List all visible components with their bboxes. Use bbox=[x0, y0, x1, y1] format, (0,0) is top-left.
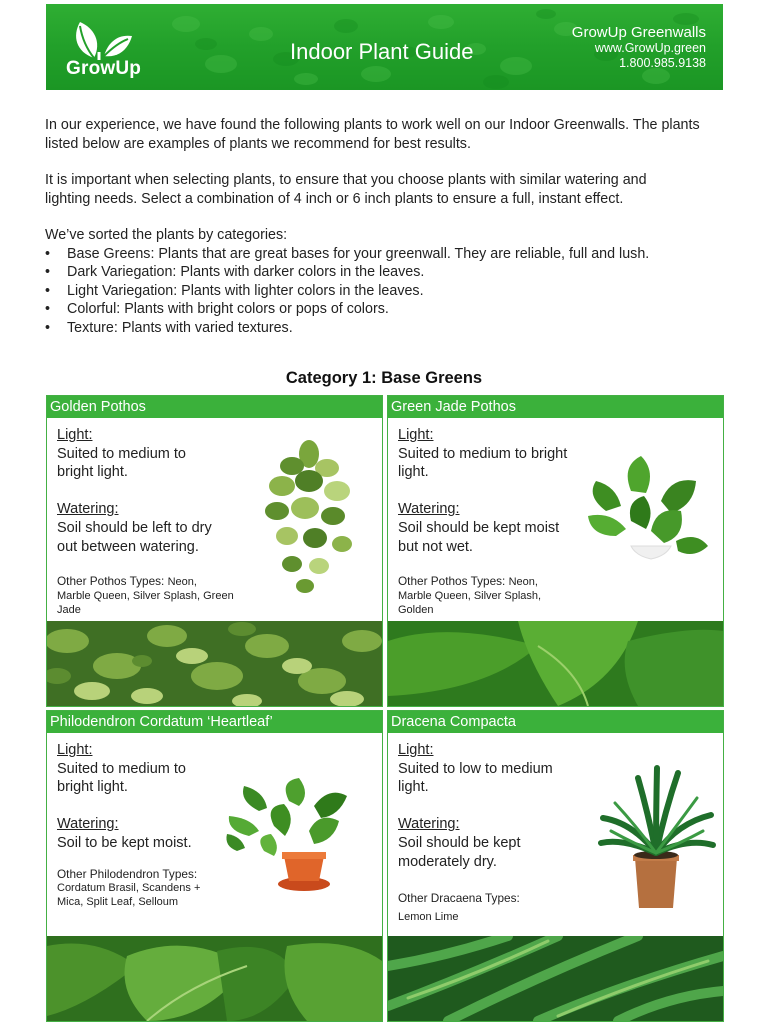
pothos-foliage-photo bbox=[47, 621, 382, 706]
watering-label: Watering: bbox=[57, 501, 119, 518]
list-item: • Texture: Plants with varied textures. bbox=[45, 319, 293, 336]
page-title: Indoor Plant Guide bbox=[290, 39, 474, 64]
light-text: Suited to low to medium bbox=[398, 760, 553, 777]
philodendron-pot-icon bbox=[219, 776, 359, 896]
light-text: bright light. bbox=[57, 464, 128, 481]
philodendron-foliage-photo bbox=[47, 936, 382, 1021]
plant-card-green-jade-pothos bbox=[387, 395, 724, 707]
light-label: Light: bbox=[57, 427, 93, 443]
watering-text: Soil should be left to dry bbox=[57, 519, 212, 536]
list-item: • Dark Variegation: Plants with darker colors in the leaves. bbox=[45, 264, 425, 280]
company-phone[interactable]: 1.800.985.9138 bbox=[619, 56, 706, 70]
jade-pothos-icon bbox=[576, 451, 716, 576]
categories-lead: We’ve sorted the plants by categories: bbox=[45, 227, 288, 243]
intro-paragraph: It is important when selecting plants, to ensure that you choose plants with similar watering and lighting needs. Select a combination of 4 inch or 6 inch plants to ensure a full, instant effect. bbox=[45, 172, 647, 207]
other-types: Other Dracaena Types: Lemon Lime bbox=[398, 891, 520, 923]
plant-name: Golden Pothos bbox=[47, 396, 382, 418]
light-label: Light: bbox=[398, 427, 434, 443]
light-label: Light: bbox=[398, 742, 434, 758]
category-title: Category 1: Base Greens bbox=[285, 369, 483, 387]
list-item: • Light Variegation: Plants with lighter colors in the leaves. bbox=[45, 282, 424, 299]
intro-paragraph: In our experience, we have found the following plants to work well on our Indoor Greenwalls. The plants listed below are examples of plants we recommend for best results. bbox=[45, 117, 700, 152]
plant-card-dracena-compacta bbox=[387, 710, 724, 1022]
other-types: Other Pothos Types: Neon, Marble Queen, Silver Splash, Green Jade bbox=[57, 574, 234, 616]
watering-text: Soil to be kept moist. bbox=[57, 834, 192, 851]
plant-card-philodendron bbox=[46, 710, 383, 1022]
watering-label: Watering: bbox=[57, 816, 119, 833]
watering-text: Soil should be kept bbox=[398, 834, 521, 851]
company-info bbox=[572, 24, 706, 71]
plant-care-info bbox=[57, 741, 192, 853]
dracaena-pot-icon bbox=[593, 763, 718, 911]
watering-text: Soil should be kept moist bbox=[398, 519, 560, 536]
header-banner bbox=[46, 4, 723, 90]
list-item: • Colorful: Plants with bright colors or pops of colors. bbox=[45, 301, 389, 317]
watering-label: Watering: bbox=[398, 816, 460, 833]
plant-care-info bbox=[398, 426, 567, 556]
light-text: Suited to medium to bbox=[57, 445, 186, 462]
dracaena-foliage-photo bbox=[388, 936, 723, 1021]
company-name: GrowUp Greenwalls bbox=[571, 24, 706, 41]
plant-care-info bbox=[398, 741, 553, 871]
light-text: light. bbox=[398, 464, 429, 481]
other-types: Other Pothos Types: Neon, Marble Queen, Silver Splash, Golden bbox=[398, 574, 542, 616]
intro-text bbox=[45, 116, 725, 337]
category-list bbox=[45, 245, 725, 338]
plant-name: Philodendron Cordatum ‘Heartleaf’ bbox=[47, 711, 382, 733]
pothos-hanging-icon bbox=[247, 426, 372, 598]
logo-text: GrowUp bbox=[66, 58, 142, 79]
watering-text: moderately dry. bbox=[398, 853, 497, 870]
plant-care-info bbox=[57, 426, 212, 556]
watering-text: out between watering. bbox=[57, 538, 199, 555]
company-website[interactable]: www.GrowUp.green bbox=[594, 41, 706, 55]
list-item: • Base Greens: Plants that are great bases for your greenwall. They are reliable, full and lush. bbox=[45, 245, 650, 262]
other-types: Other Philodendron Types: Cordatum Brasil, Scandens + Mica, Split Leaf, Selloum bbox=[57, 867, 201, 908]
light-text: Suited to medium to bright bbox=[398, 445, 568, 462]
light-text: bright light. bbox=[57, 779, 128, 796]
plant-name: Green Jade Pothos bbox=[388, 396, 723, 418]
jade-pothos-foliage-photo bbox=[388, 621, 723, 706]
light-label: Light: bbox=[57, 742, 93, 758]
light-text: light. bbox=[398, 779, 429, 796]
watering-label: Watering: bbox=[398, 501, 460, 518]
plant-name: Dracena Compacta bbox=[388, 711, 723, 733]
watering-text: but not wet. bbox=[398, 538, 473, 555]
light-text: Suited to medium to bbox=[57, 760, 186, 777]
plant-card-golden-pothos bbox=[46, 395, 383, 707]
